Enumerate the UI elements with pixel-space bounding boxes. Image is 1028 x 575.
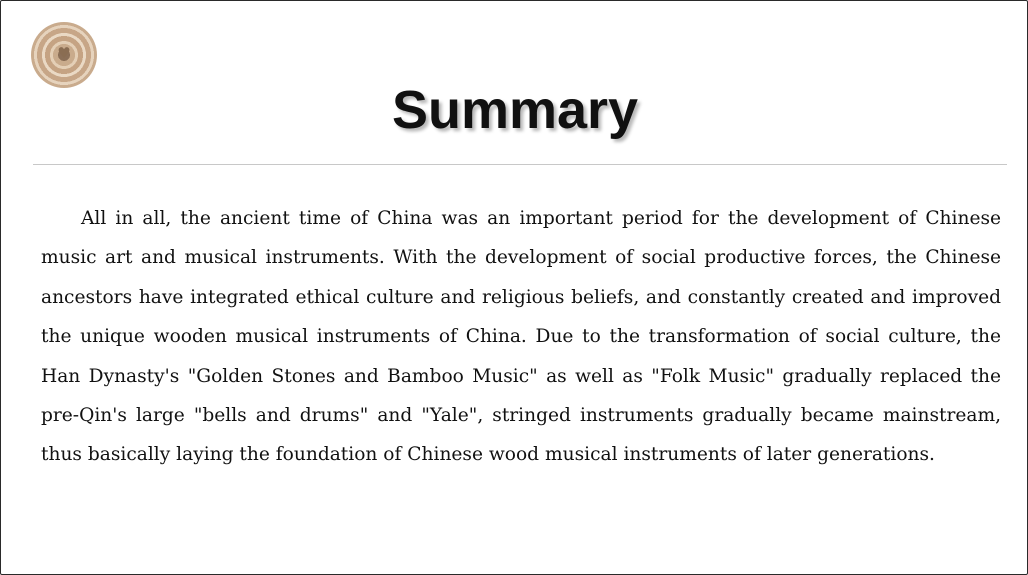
summary-paragraph: All in all, the ancient time of China was an important period for the development of Chinese music art and musical instruments. With the development of social productive forces, the Chinese ancestors have integrated ethical culture and religious beliefs, and constantly created and improved the unique wooden musical instruments of China. Due to the transformation of social culture, the Han Dynasty's "Golden Stones and Bamboo Music" as well as "Folk Music" gradually replaced the pre-Qin's large "bells and drums" and "Yale", stringed instruments gradually became mainstream, thus basically laying the foundation of Chinese wood musical instruments of later generations.: [41, 208, 1001, 466]
title-divider: [33, 164, 1007, 165]
heart-icon: ♥: [57, 44, 71, 62]
page-title: Summary: [391, 80, 639, 140]
